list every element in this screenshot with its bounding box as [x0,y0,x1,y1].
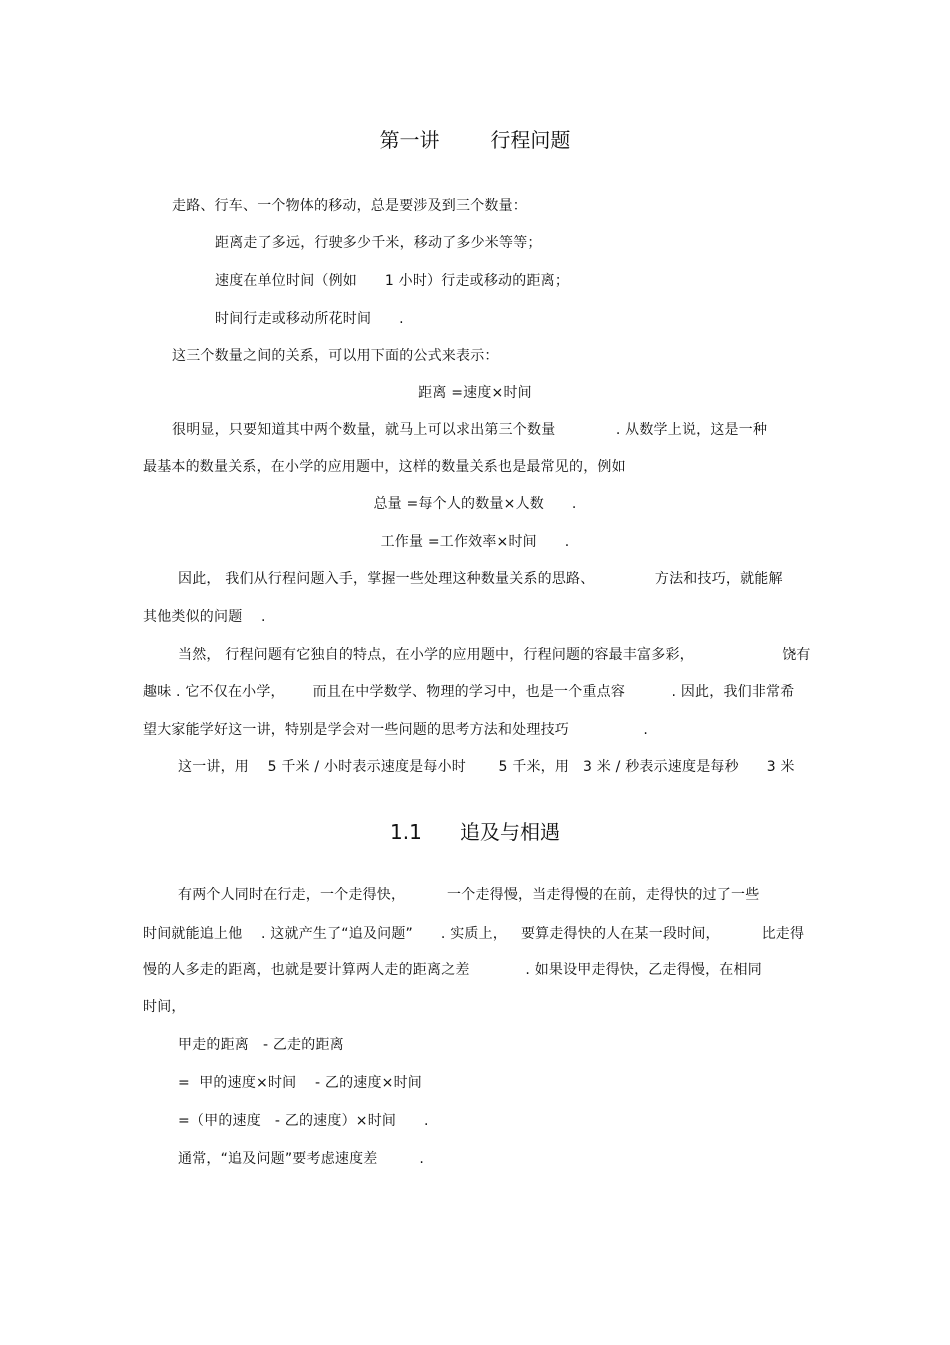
section-paragraph-line-4: 时间， [143,999,186,1015]
paragraph-4: 这一讲，用 5 千米 / 小时表示速度是每小时 5 千米，用 3 米 / 秒表示速度是每秒 3 米 [178,759,795,775]
intro-line-2: 这三个数量之间的关系，可以用下面的公式来表示： [172,348,499,364]
formula-total: 总量 =每个人的数量×人数 . [373,496,577,512]
intro-line-1: 走路、行车、一个物体的移动，总是要涉及到三个数量： [172,198,527,214]
paragraph-2-line-1: 因此， 我们从行程问题入手，掌握一些处理这种数量关系的思路、 方法和技巧，就能解 [178,571,783,587]
section-paragraph-line-2: 时间就能追上他 . 这就产生了“追及问题” . 实质上， 要算走得快的人在某一段时间， 比走得 [143,926,805,942]
section-heading: 1.1 追及与相遇 [390,820,560,844]
formula-work: 工作量 =工作效率×时间 . [380,534,570,550]
section-note: 通常，“追及问题”要考虑速度差 . [178,1151,425,1167]
paragraph-2-line-2: 其他类似的问题 . [143,609,266,625]
section-paragraph-line-1: 有两个人同时在行走，一个走得快， 一个走得慢，当走得慢的在前，走得快的过了一些 [178,887,760,903]
formula-distance: 距离 =速度×时间 [418,385,532,401]
paragraph-3-line-3: 望大家能学好这一讲，特别是学会对一些问题的思考方法和处理技巧 . [143,722,649,738]
intro-item-time: 时间行走或移动所花时间 . [215,311,404,327]
intro-item-speed: 速度在单位时间（例如 1 小时）行走或移动的距离； [215,273,570,289]
formula-distance-difference: 甲走的距离 - 乙走的距离 [178,1037,344,1053]
page-title: 第一讲 行程问题 [379,128,571,152]
formula-speed-difference-time: =（甲的速度 - 乙的速度）×时间 . [178,1113,429,1129]
paragraph-1-line-1: 很明显，只要知道其中两个数量，就马上可以求出第三个数量 . 从数学上说，这是一种 [172,422,768,438]
paragraph-3-line-2: 趣味 . 它不仅在小学， 而且在中学数学、物理的学习中，也是一个重点容 . 因此，我们非常希 [143,684,795,700]
section-paragraph-line-3: 慢的人多走的距离，也就是要计算两人走的距离之差 . 如果设甲走得快，乙走得慢，在相同 [143,962,762,978]
paragraph-3-line-1: 当然， 行程问题有它独自的特点，在小学的应用题中，行程问题的容最丰富多彩， 饶有 [178,647,811,663]
formula-speed-time-difference: = 甲的速度×时间 - 乙的速度×时间 [178,1075,422,1091]
paragraph-1-line-2: 最基本的数量关系，在小学的应用题中，这样的数量关系也是最常见的，例如 [143,459,626,475]
intro-item-distance: 距离走了多远，行驶多少千米，移动了多少米等等； [215,235,542,251]
